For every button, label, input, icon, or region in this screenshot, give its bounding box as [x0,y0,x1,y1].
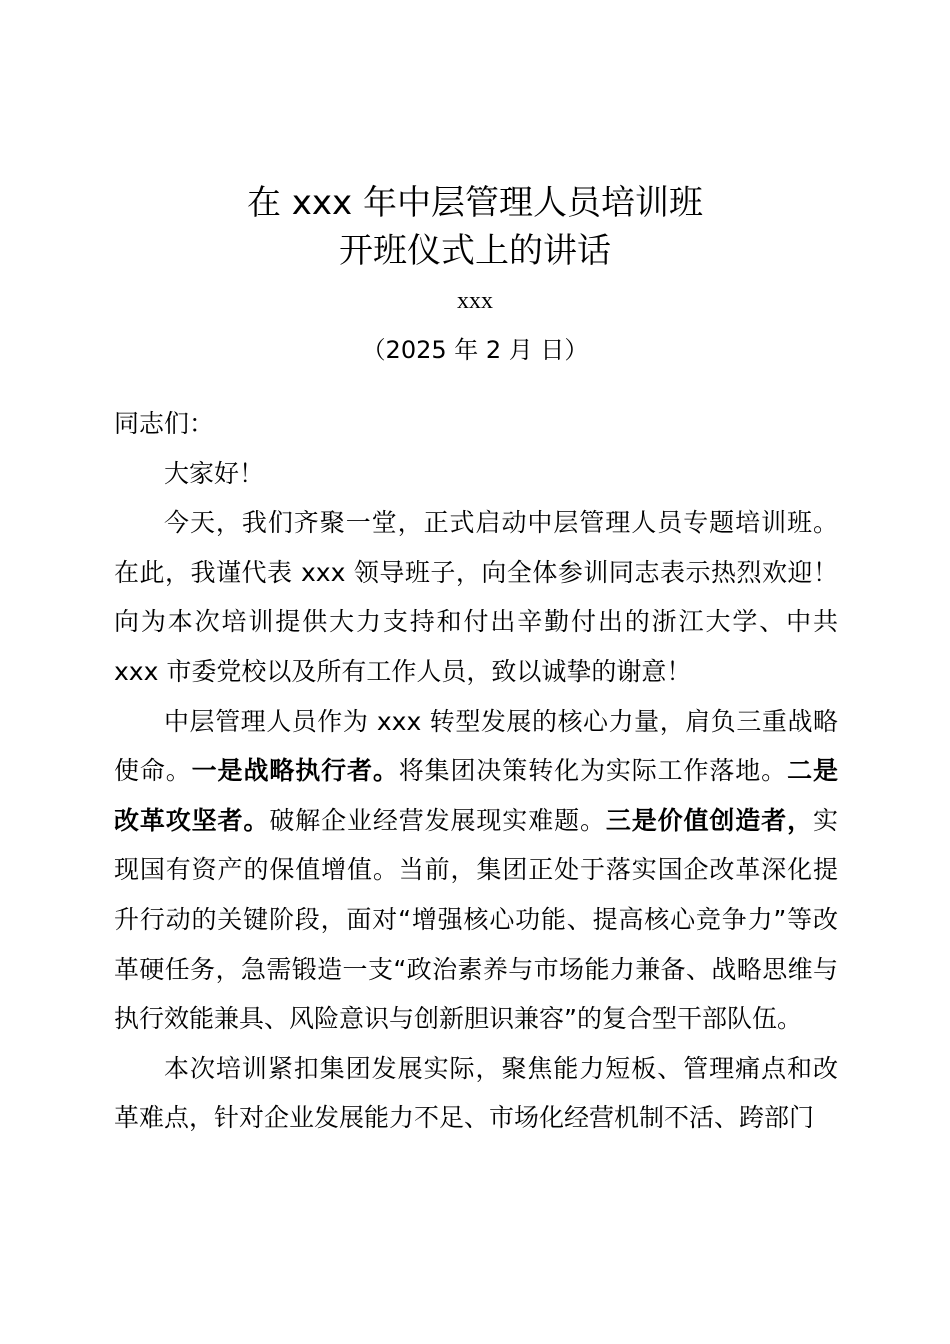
missions-context: 实现国有资产的保值增值。当前，集团正处于落实国企改革深化提升行动的关键阶段，面对“增强核心功能、提高核心竞争力”等改革硬任务，急需锻造一支“政治素养与市场能力兼备、战略思维与执行效能兼具、风险意识与创新胆识兼容”的复合型干部队伍。 [114,805,838,1034]
paragraph-welcome: 今天，我们齐聚一堂，正式启动中层管理人员专题培训班。在此，我谨代表 xxx 领导班子，向全体参训同志表示热烈欢迎！向为本次培训提供大力支持和付出辛勤付出的浙江大学、中共 xxx 市委党校以及所有工作人员，致以诚挚的谢意！ [114,508,838,686]
paragraph-training-focus: 本次培训紧扣集团发展实际，聚焦能力短板、管理痛点和改革难点，针对企业发展能力不足、市场化经营机制不活、跨部门 [114,1053,838,1133]
mission-1-text: 将集团决策转化为实际工作落地。 [398,756,788,786]
greeting: 大家好！ [164,458,265,488]
speaker-name: xxx [457,288,493,314]
mission-3-heading: 三是价值创造者， [605,805,813,835]
document-title-line-2: 开班仪式上的讲话 [339,231,611,271]
mission-2-heading: 二是改革攻坚者。 [114,756,838,835]
paragraph-missions [114,697,838,1044]
document-title-line-1: 在 xxx 年中层管理人员培训班 [247,183,703,223]
salutation: 同志们： [114,409,215,438]
mission-2-text: 破解企业经营发展现实难题。 [269,805,606,835]
missions-intro: 中层管理人员作为 xxx 转型发展的核心力量，肩负三重战略使命。 [114,706,838,786]
mission-1-heading: 一是战略执行者。 [191,756,399,786]
speech-body [114,399,838,1143]
speech-date: （2025 年 2 月 日） [361,336,589,364]
